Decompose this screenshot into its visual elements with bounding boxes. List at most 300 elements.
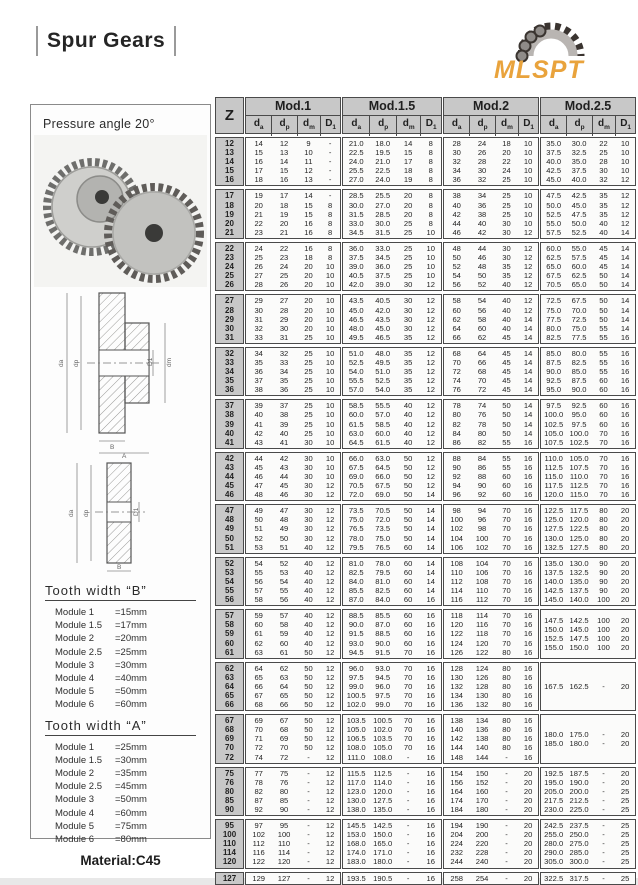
table-cell: 80 <box>599 533 608 543</box>
table-cell: 108 <box>475 576 489 586</box>
module-block <box>342 557 442 606</box>
table-cell: 132 <box>475 700 489 710</box>
module-block <box>540 452 636 501</box>
table-cell: 60.0 <box>546 243 562 253</box>
module-block <box>540 399 636 448</box>
table-cell: 168.0 <box>346 839 366 849</box>
z-value: 14 <box>225 157 234 167</box>
tooth-width-item: Module 1.5 =30mm <box>55 754 147 766</box>
module-block <box>540 189 636 238</box>
table-cell: 60 <box>403 567 413 577</box>
table-cell: 122 <box>252 857 266 867</box>
table-cell: 64 <box>452 323 461 333</box>
table-cell: 12 <box>523 253 533 263</box>
table-cell: 70 <box>502 558 511 568</box>
table-cell: 18 <box>403 166 413 176</box>
table-cell: 94.5 <box>375 672 391 682</box>
table-cell: 40 <box>502 314 511 324</box>
table-cell: 28 <box>452 139 461 148</box>
table-cell: 92 <box>452 472 461 481</box>
table-cell: 33.0 <box>348 218 364 228</box>
table-cell: 12 <box>426 385 435 395</box>
sub-column-header: $d_a$ <box>351 118 362 131</box>
table-cell: 10 <box>325 314 335 324</box>
table-cell: 16 <box>620 428 630 438</box>
table-cell: 57 <box>254 586 263 596</box>
table-cell: 50 <box>304 716 313 726</box>
z-value: 80 <box>225 786 234 796</box>
table-cell: 70 <box>477 376 487 386</box>
table-cell: 16 <box>523 524 533 534</box>
table-cell: - <box>307 857 310 867</box>
table-cell: 47 <box>254 481 263 491</box>
table-cell: 8 <box>428 209 433 219</box>
module-block <box>540 294 636 343</box>
table-cell: 14 <box>426 567 435 577</box>
table-cell: 50 <box>403 490 413 500</box>
table-cell: 70 <box>502 515 511 525</box>
table-cell: 72.5 <box>571 314 587 324</box>
table-cell: 50 <box>502 419 511 429</box>
table-cell: 50 <box>403 481 413 491</box>
table-cell: 114.0 <box>373 777 392 787</box>
table-cell: 254 <box>475 873 489 883</box>
table-cell: 25 <box>254 253 263 263</box>
table-cell: 14 <box>426 576 435 586</box>
table-cell: 48 <box>477 262 487 272</box>
table-cell: 127.5 <box>544 524 564 534</box>
table-cell: 85.0 <box>571 367 587 377</box>
table-cell: 55 <box>502 462 511 472</box>
table-cell: 10 <box>426 271 435 281</box>
table-cell: 192.5 <box>544 768 564 778</box>
table-cell: 10 <box>523 175 533 185</box>
table-cell: 28 <box>477 157 487 167</box>
table-cell: 14 <box>254 139 263 148</box>
table-cell: 90 <box>599 576 608 586</box>
z-value: 66 <box>225 700 234 710</box>
table-cell: 64.5 <box>375 462 391 472</box>
table-cell: 10 <box>523 166 533 176</box>
module-block <box>245 714 341 763</box>
table-cell: 58 <box>254 595 263 605</box>
table-cell: 150.0 <box>373 830 393 840</box>
table-cell: 35 <box>403 348 413 358</box>
table-cell: 30 <box>254 305 263 315</box>
table-cell: 30 <box>279 323 289 333</box>
table-cell: 60 <box>599 419 608 429</box>
table-cell: 12 <box>325 576 335 586</box>
table-cell: 20 <box>523 795 533 805</box>
module-block <box>443 504 539 553</box>
table-cell: - <box>328 175 332 185</box>
table-cell: 16 <box>620 462 630 472</box>
z-column <box>215 242 244 291</box>
table-cell: 8 <box>428 175 433 185</box>
svg-text:dm: dm <box>165 357 173 367</box>
table-cell: 24 <box>279 262 289 272</box>
table-cell: 80 <box>599 542 608 552</box>
table-cell: 40 <box>502 296 511 306</box>
table-cell: 90.0 <box>375 638 391 648</box>
table-cell: - <box>602 786 605 796</box>
table-cell: 48.0 <box>375 348 391 358</box>
table-cell: 132.5 <box>569 567 589 577</box>
table-cell: 84 <box>477 453 487 463</box>
tooth-width-item: Module 1 =25mm <box>55 741 147 753</box>
table-cell: - <box>602 681 605 691</box>
table-cell: 152.5 <box>544 633 564 643</box>
table-cell: 94.5 <box>348 647 364 657</box>
table-cell: 65 <box>279 690 289 700</box>
table-cell: 20 <box>403 200 413 210</box>
table-cell: 12 <box>620 175 630 185</box>
table-cell: 22.5 <box>375 166 391 176</box>
table-cell: 60 <box>254 620 263 630</box>
table-cell: 80 <box>502 700 511 710</box>
table-cell: 90.0 <box>571 385 587 395</box>
table-cell: 67.5 <box>571 296 587 306</box>
table-cell: 12 <box>620 191 630 201</box>
table-cell: 81.0 <box>348 558 364 568</box>
table-cell: 230.0 <box>544 805 564 814</box>
table-cell: 12 <box>325 734 335 744</box>
table-cell: 52.5 <box>546 209 562 219</box>
table-cell: 112.5 <box>569 481 589 491</box>
table-cell: 34 <box>254 348 263 358</box>
z-value: 41 <box>225 437 234 447</box>
table-cell: 117.5 <box>569 506 589 516</box>
z-value: 38 <box>225 410 234 420</box>
table-cell: 50 <box>254 515 263 525</box>
sub-column-header: $d_p$ <box>271 116 296 136</box>
table-cell: 142.5 <box>569 615 589 625</box>
table-cell: 97.5 <box>546 401 562 411</box>
table-cell: 32.5 <box>571 148 587 158</box>
table-cell: 8 <box>328 209 333 219</box>
table-cell: 60 <box>403 558 413 568</box>
table-cell: 10 <box>325 348 335 358</box>
table-cell: 70.0 <box>571 305 587 315</box>
table-cell: 18 <box>304 253 313 263</box>
table-cell: 275.0 <box>569 839 589 849</box>
table-cell: 72 <box>452 367 461 377</box>
table-cell: 8 <box>428 139 433 148</box>
table-cell: 33 <box>254 332 263 342</box>
table-cell: 14 <box>620 305 630 315</box>
table-cell: 74 <box>477 401 487 411</box>
z-value: 75 <box>225 768 234 778</box>
table-cell: 132 <box>450 681 464 691</box>
table-cell: 30.0 <box>348 200 364 210</box>
table-cell: 16 <box>426 672 435 682</box>
table-cell: 16 <box>523 700 533 710</box>
table-cell: 8 <box>328 253 333 263</box>
table-cell: 112.5 <box>373 768 392 778</box>
module-header: Mod.2 $d_a$ $d_p$ $d_m$ $D_1$ <box>443 97 539 134</box>
table-cell: 15 <box>304 209 313 219</box>
table-cell: 16 <box>523 716 533 726</box>
table-cell: 140 <box>450 725 464 735</box>
table-cell: 25 <box>304 419 313 429</box>
table-cell: 65.0 <box>546 262 562 272</box>
table-cell: 25 <box>620 786 630 796</box>
table-cell: 16 <box>523 472 533 481</box>
table-cell: - <box>307 848 310 858</box>
tooth-width-item: Module 1.5 =17mm <box>55 620 147 632</box>
table-cell: 108.0 <box>346 743 366 753</box>
table-cell: 40 <box>304 542 313 552</box>
svg-text:D1: D1 <box>146 357 154 366</box>
z-column <box>215 662 244 711</box>
table-cell: 115.5 <box>347 768 366 778</box>
table-cell: 8 <box>428 157 433 167</box>
table-cell: 108.0 <box>373 752 393 762</box>
table-cell: 97.5 <box>375 690 391 700</box>
table-cell: 16 <box>523 734 533 744</box>
table-cell: 23 <box>254 227 263 237</box>
table-cell: 14 <box>523 332 533 342</box>
info-panel <box>30 104 211 869</box>
table-cell: 135.0 <box>544 558 564 568</box>
z-value: 26 <box>225 280 234 290</box>
svg-text:da: da <box>57 359 65 367</box>
z-value: 35 <box>225 376 234 386</box>
table-cell: 22 <box>599 139 608 148</box>
table-cell: 150 <box>475 768 489 778</box>
table-cell: 111.0 <box>347 752 366 762</box>
table-cell: 14 <box>304 191 313 201</box>
table-cell: 40.0 <box>571 175 587 185</box>
table-cell: 51 <box>254 524 263 534</box>
table-cell: 10 <box>325 262 335 272</box>
table-cell: 20 <box>523 805 533 814</box>
table-cell: 96 <box>452 490 461 500</box>
table-cell: - <box>602 795 605 805</box>
table-cell: 232 <box>450 848 464 858</box>
table-cell: 30 <box>304 481 313 491</box>
table-cell: 16 <box>620 472 630 481</box>
z-value: 34 <box>225 367 234 377</box>
table-cell: 40.5 <box>375 296 391 306</box>
table-cell: 31.5 <box>348 209 364 219</box>
table-cell: 12 <box>325 524 335 534</box>
table-cell: 14 <box>523 357 533 367</box>
table-cell: 285.0 <box>569 848 589 858</box>
table-header <box>215 97 636 134</box>
table-cell: 70 <box>502 533 511 543</box>
table-cell: 27.0 <box>375 200 391 210</box>
table-cell: 20 <box>620 729 630 739</box>
table-cell: 122.5 <box>544 506 564 516</box>
table-cell: 16 <box>523 490 533 500</box>
table-cell: 12 <box>325 777 335 787</box>
table-cell: 145.0 <box>569 624 589 634</box>
table-cell: - <box>307 768 310 778</box>
table-cell: 16 <box>523 690 533 700</box>
table-cell: 55 <box>502 453 511 463</box>
table-cell: 56 <box>452 280 461 290</box>
table-cell: 19 <box>279 209 289 219</box>
table-cell: 14 <box>523 314 533 324</box>
table-cell: 42.5 <box>546 166 562 176</box>
table-cell: 92 <box>477 490 487 500</box>
title-left-bar <box>36 26 38 56</box>
table-cell: 156 <box>450 777 464 787</box>
sub-column-header: $D_1$ <box>615 116 635 136</box>
table-cell: 104 <box>475 558 489 568</box>
table-cell: 99.0 <box>348 681 364 691</box>
tooth-width-a-section <box>45 718 196 847</box>
table-cell: 44 <box>452 218 461 228</box>
table-cell: 57.5 <box>546 227 562 237</box>
tooth-width-b-title: Tooth width “B” <box>45 583 196 601</box>
table-cell: 148 <box>450 752 464 762</box>
table-cell: 12 <box>325 830 335 840</box>
table-cell: - <box>406 786 410 796</box>
table-cell: 37.5 <box>375 271 391 281</box>
table-cell: 25 <box>304 376 313 386</box>
table-cell: 70 <box>403 725 413 735</box>
table-cell: 50 <box>304 734 313 744</box>
table-cell: 85.5 <box>375 611 391 621</box>
table-cell: 63 <box>279 672 289 682</box>
svg-text:A: A <box>121 453 126 460</box>
table-group <box>215 242 636 291</box>
table-cell: 110.0 <box>569 472 589 481</box>
module-block <box>443 294 539 343</box>
table-cell: 46.5 <box>375 332 391 342</box>
table-cell: 60 <box>403 629 413 639</box>
table-cell: 16 <box>426 830 435 840</box>
table-cell: 15 <box>279 166 289 176</box>
table-cell: 60 <box>599 385 608 395</box>
table-cell: 42 <box>452 209 461 219</box>
table-cell: 16 <box>523 515 533 525</box>
page-title: Spur Gears <box>47 29 166 52</box>
table-cell: 10 <box>620 166 630 176</box>
table-cell: - <box>505 777 508 787</box>
table-cell: 14 <box>426 524 435 534</box>
table-cell: 120 <box>475 638 489 648</box>
z-column-header: Z <box>215 97 244 134</box>
table-cell: 25 <box>304 367 313 377</box>
table-cell: 36.0 <box>348 243 364 253</box>
table-cell: 105.0 <box>373 743 393 753</box>
table-cell: 25 <box>620 830 630 840</box>
table-cell: 12 <box>426 348 435 358</box>
table-cell: 155.0 <box>544 643 564 653</box>
table-cell: 48 <box>279 515 289 525</box>
table-cell: 65.0 <box>571 280 587 290</box>
table-cell: 16 <box>304 243 313 253</box>
table-cell: 70 <box>599 453 608 463</box>
table-cell: 127 <box>277 873 291 883</box>
table-cell: - <box>328 157 332 167</box>
table-cell: 102.5 <box>544 419 564 429</box>
table-cell: 120 <box>450 620 464 630</box>
table-group <box>215 189 636 238</box>
table-cell: 64 <box>279 681 289 691</box>
table-cell: - <box>505 873 508 883</box>
table-cell: 55 <box>599 332 608 342</box>
table-cell: 12 <box>325 515 335 525</box>
module-block <box>443 714 539 763</box>
table-cell: 10 <box>304 148 313 158</box>
table-cell: 114 <box>450 586 463 596</box>
module-block <box>342 504 442 553</box>
z-value: 40 <box>225 428 234 438</box>
table-cell: 40 <box>403 437 413 447</box>
table-cell: 20 <box>620 515 630 525</box>
tooth-width-b-section <box>45 583 196 712</box>
tooth-width-item: Module 2 =35mm <box>55 768 147 780</box>
table-cell: - <box>505 768 508 778</box>
table-cell: 87.5 <box>571 376 587 386</box>
table-cell: 100.0 <box>544 410 564 420</box>
table-cell: 55 <box>599 367 608 377</box>
table-cell: 10 <box>325 280 335 290</box>
table-cell: 290.0 <box>544 848 564 858</box>
table-cell: 12 <box>426 332 435 342</box>
table-cell: 90.0 <box>348 620 364 630</box>
table-cell: 8 <box>428 148 433 158</box>
table-cell: 15 <box>304 200 313 210</box>
table-cell: 20 <box>620 624 630 634</box>
table-cell: 30 <box>452 148 461 158</box>
table-cell: 40 <box>304 595 313 605</box>
table-cell: 16 <box>254 157 263 167</box>
z-value: 68 <box>225 725 234 735</box>
table-cell: 16 <box>523 506 533 516</box>
table-cell: 51.0 <box>375 367 391 377</box>
table-cell: 78.0 <box>375 558 391 568</box>
tooth-width-item: Module 2.5 =25mm <box>55 646 147 658</box>
table-cell: 77 <box>254 768 263 778</box>
table-cell: 13 <box>304 175 313 185</box>
table-cell: - <box>602 777 605 787</box>
table-cell: 22 <box>254 218 263 228</box>
table-cell: 10 <box>523 139 533 148</box>
table-cell: 70 <box>403 663 413 673</box>
table-cell: 242.5 <box>544 821 564 831</box>
table-cell: 12 <box>523 280 533 290</box>
module-block <box>540 872 636 885</box>
table-cell: 40 <box>304 558 313 568</box>
table-cell: 16 <box>426 629 435 639</box>
table-cell: 50 <box>477 271 487 281</box>
table-cell: 12 <box>426 323 435 333</box>
table-cell: 16 <box>523 663 533 673</box>
table-cell: 44 <box>254 453 263 463</box>
table-cell: 70 <box>403 700 413 710</box>
table-cell: 49 <box>279 524 289 534</box>
table-cell: 300.0 <box>569 857 589 867</box>
table-cell: 60 <box>599 376 608 386</box>
module-block <box>342 609 442 658</box>
table-cell: 63 <box>254 647 263 657</box>
table-cell: 62 <box>452 314 461 324</box>
table-cell: 53 <box>254 542 263 552</box>
table-cell: 45.0 <box>546 175 562 185</box>
z-value: 31 <box>225 332 234 342</box>
table-cell: 67.5 <box>546 271 562 281</box>
table-cell: 130.0 <box>346 795 366 805</box>
table-cell: 25 <box>620 805 630 814</box>
table-cell: 80 <box>502 681 511 691</box>
table-cell: 52 <box>452 262 461 272</box>
table-cell: 20 <box>304 262 313 272</box>
